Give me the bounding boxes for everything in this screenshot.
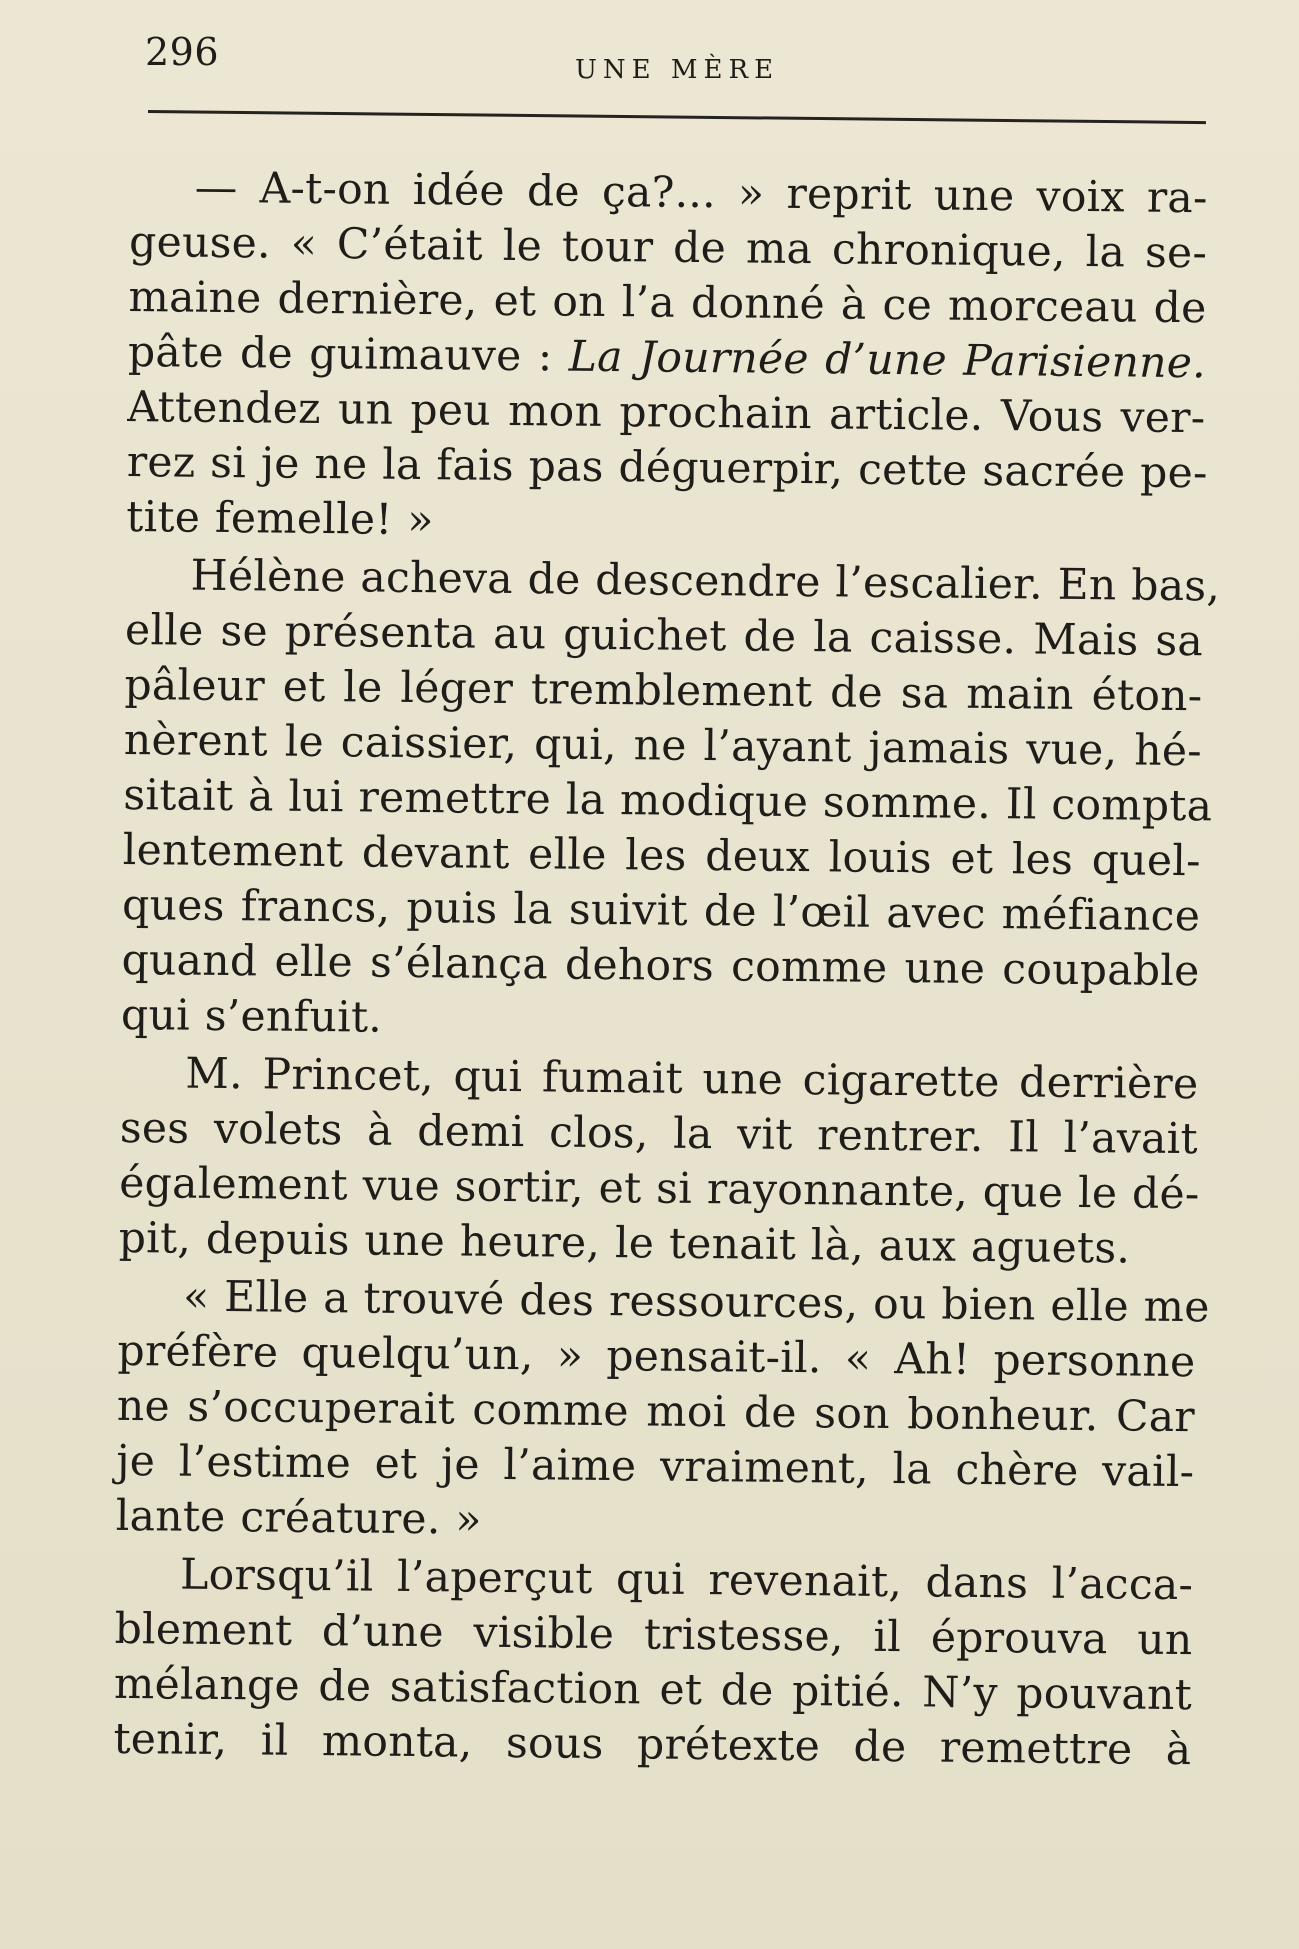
text-line: geuse. « C’était le tour de ma chronique, la se- <box>128 217 1208 279</box>
body-text <box>113 160 1221 1781</box>
text-line: pit, depuis une heure, le tenait là, aux aguets. <box>118 1213 1131 1274</box>
paragraph-3 <box>118 1046 1198 1277</box>
text-line: elle se présenta au guichet de la caisse. Mais sa <box>124 605 1204 667</box>
running-head: UNE MÈRE <box>575 55 780 85</box>
paragraph-1 <box>126 160 1208 556</box>
text-line: lante créature. » <box>115 1491 482 1545</box>
text-line: M. Princet, qui fumait une cigarette derrière <box>185 1049 1199 1110</box>
text-line: lentement devant elle les deux louis et les quel- <box>122 825 1201 887</box>
text-line: ses volets à demi clos, la vit rentrer. Il l’avait <box>119 1103 1199 1165</box>
text-line: « Elle a trouvé des ressources, ou bien elle me <box>182 1272 1210 1333</box>
text-line: tenir, il monta, sous prétexte de remettre à <box>113 1714 1192 1776</box>
text-line: blement d’une visible tristesse, il éprouva un <box>114 1604 1193 1666</box>
text-line: je l’estime et je l’aime vraiment, la chère vail- <box>116 1436 1195 1498</box>
paragraph-2 <box>120 548 1221 1054</box>
text-line: sitait à lui remettre la modique somme. Il compta <box>123 770 1213 832</box>
text-line: quand elle s’élança dehors comme une coupable <box>121 935 1200 997</box>
text-line: ne s’occuperait comme moi de son bonheur. Car <box>116 1381 1196 1443</box>
text-line: maine dernière, et on l’a donné à ce morceau de <box>128 272 1207 334</box>
text-line: ques francs, puis la suivit de l’œil avec méfiance <box>121 880 1201 942</box>
text-line: — A-t-on idée de ça?... » reprit une voix ra- <box>194 163 1208 224</box>
text-line: mélange de satisfaction et de pitié. N’y pouvant <box>113 1659 1193 1721</box>
text-line: préfère quelqu’un, » pensait-il. « Ah! personne <box>117 1326 1196 1388</box>
page-number: 296 <box>145 30 220 74</box>
text-line: Lorsqu’il l’aperçut qui revenait, dans l’acca- <box>179 1550 1194 1611</box>
text-line: Attendez un peu mon prochain article. Vous ver- <box>127 382 1206 444</box>
text-fragment: pâte de guimauve : <box>127 327 569 382</box>
text-line: également vue sortir, et si rayonnante, que le dé- <box>119 1158 1200 1220</box>
text-line: nèrent le caissier, qui, ne l’ayant jamais vue, hé- <box>123 715 1203 777</box>
paragraph-4 <box>115 1269 1210 1555</box>
text-line: tite femelle! » <box>125 492 434 546</box>
header-rule <box>148 110 1206 124</box>
text-line: Hélène acheva de descendre l’escalier. En bas, <box>190 551 1221 612</box>
paragraph-5 <box>113 1547 1193 1778</box>
text-line: qui s’enfuit. <box>120 990 383 1043</box>
page-header <box>145 30 1205 90</box>
text-line: rez si je ne la fais pas déguerpir, cette sacrée pe- <box>126 437 1208 499</box>
text-line: pâleur et le léger tremblement de sa main éton- <box>124 660 1203 722</box>
italic-title: La Journée d’une Parisienne. <box>568 332 1207 389</box>
